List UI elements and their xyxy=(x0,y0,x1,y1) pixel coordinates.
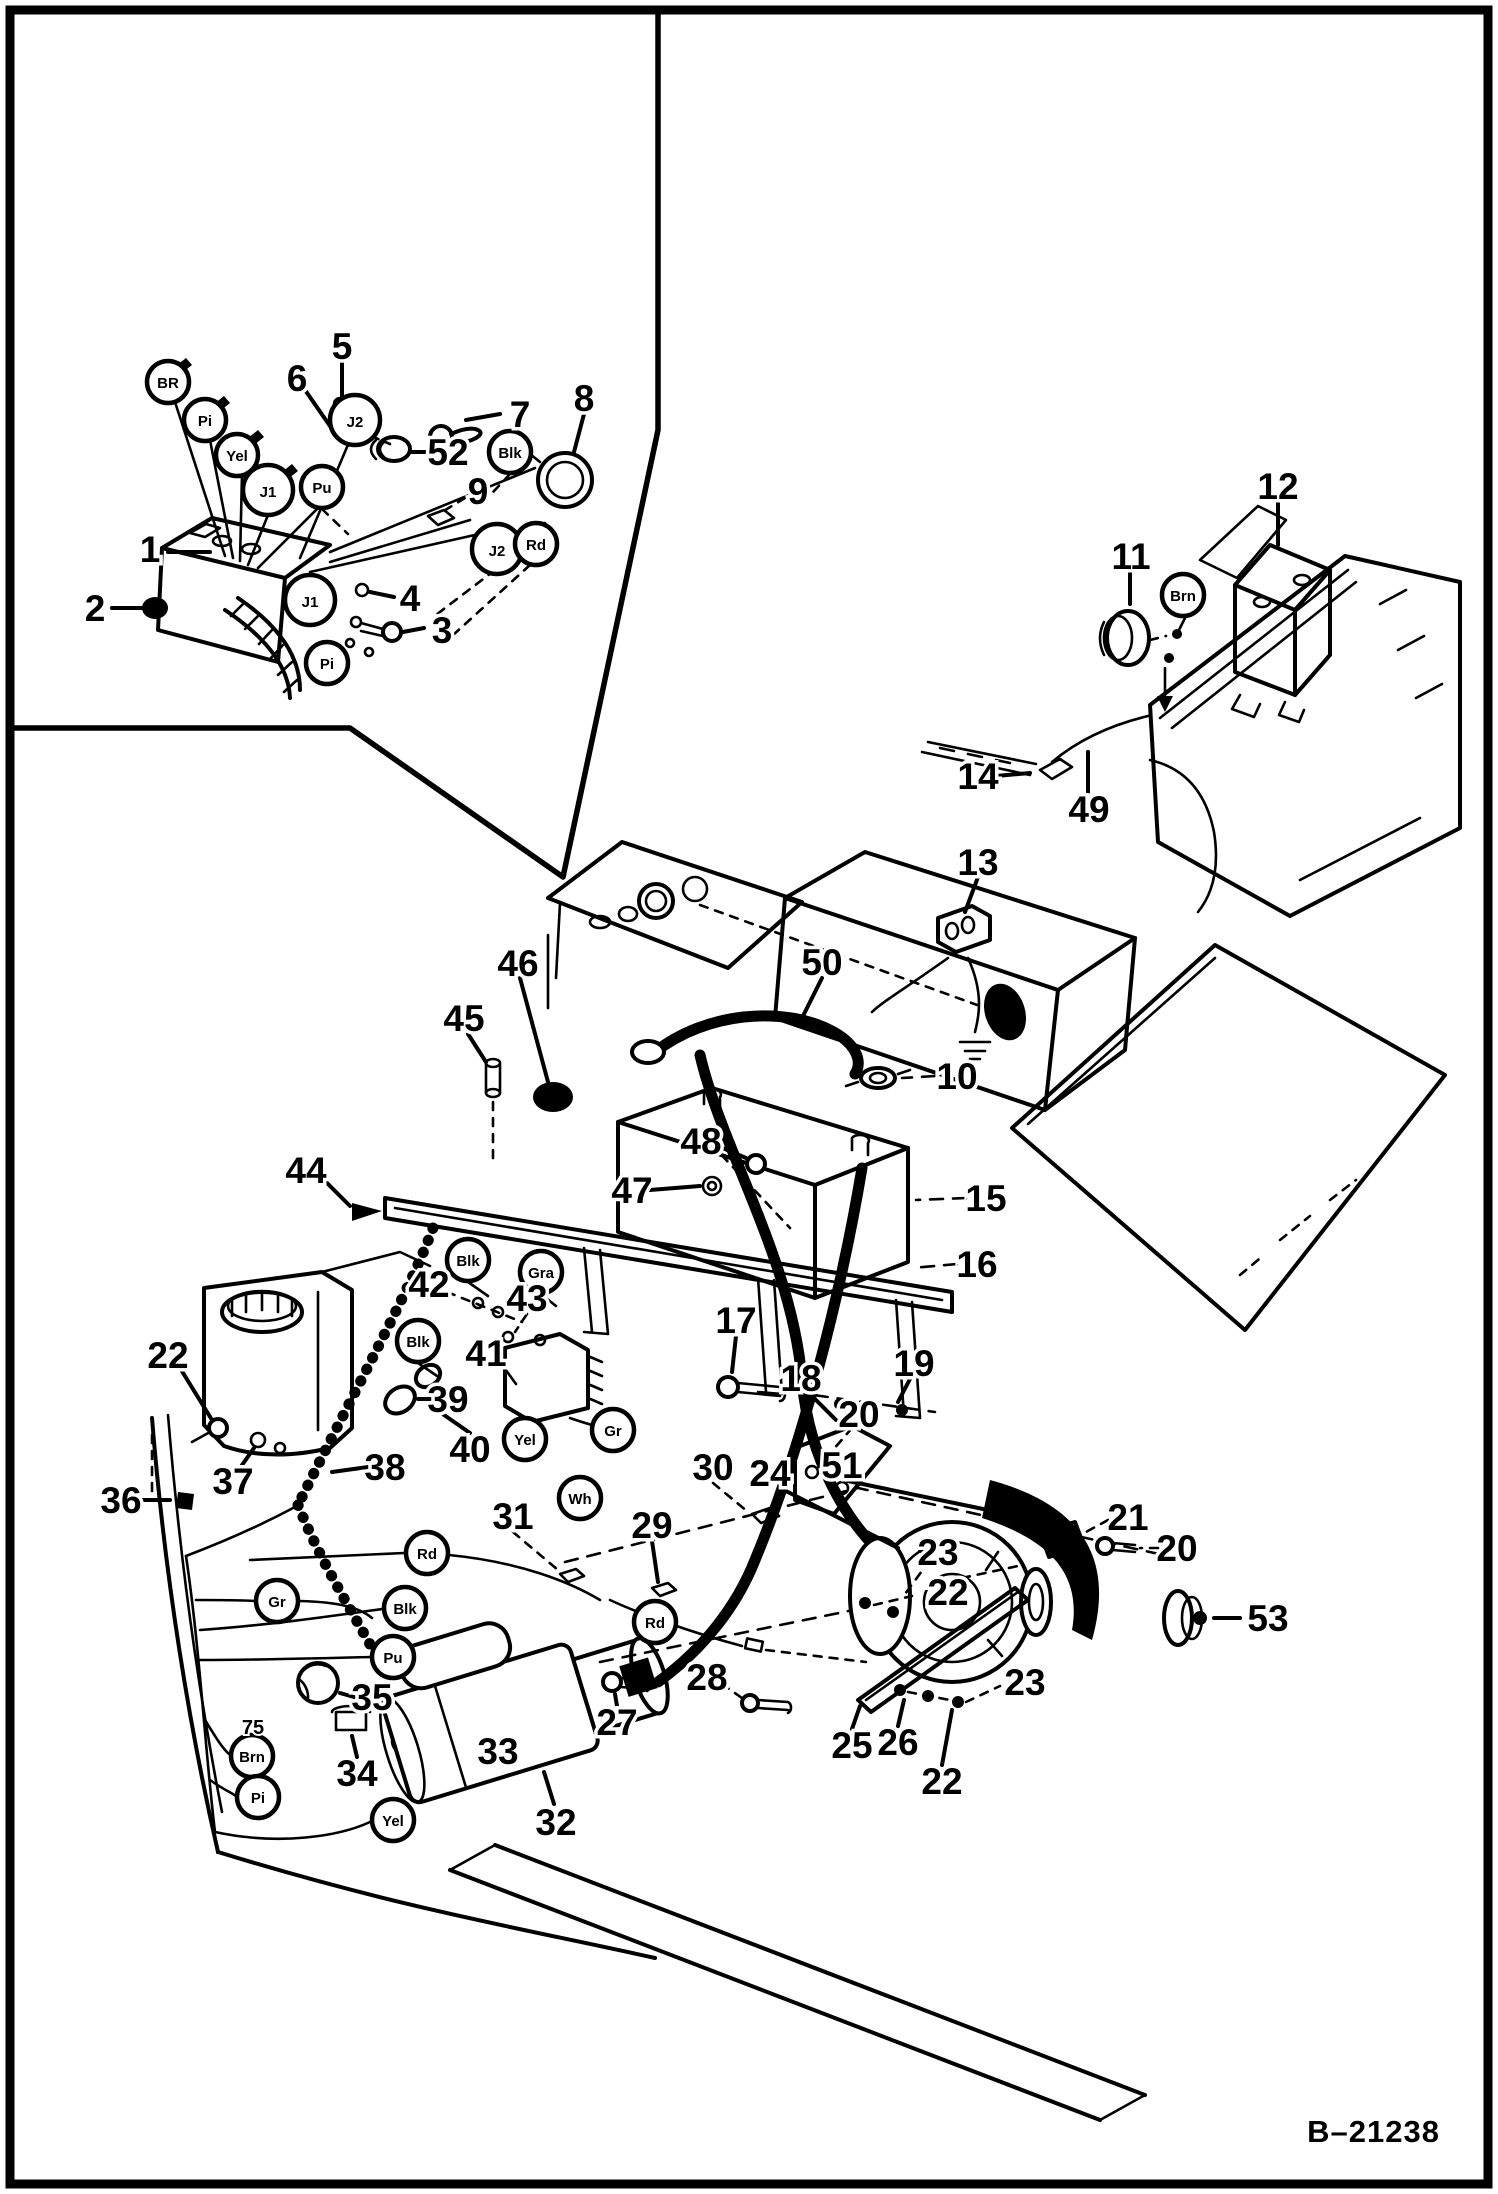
part-label-2-1: 2 xyxy=(84,588,106,629)
wire-label-pu-22 xyxy=(372,1636,414,1678)
svg-text:Wh: Wh xyxy=(568,1491,592,1508)
part-label-14-12: 14 xyxy=(957,756,999,797)
part-label-31-41: 31 xyxy=(492,1496,534,1537)
part-label-41-34: 41 xyxy=(465,1333,507,1374)
wire-label-brn-23 xyxy=(231,1735,273,1777)
part-label-1-0: 1 xyxy=(139,529,161,570)
svg-text:Rd: Rd xyxy=(645,1615,665,1632)
wire-label-j2-4 xyxy=(330,395,380,445)
part-label-10-18: 10 xyxy=(936,1056,978,1097)
part-label-12-11: 12 xyxy=(1257,466,1299,507)
part-label-40-33: 40 xyxy=(449,1429,491,1470)
part-label-22-28: 22 xyxy=(147,1335,189,1376)
part-label-42-35: 42 xyxy=(408,1264,450,1305)
wire-label-j1-9 xyxy=(285,575,335,625)
svg-text:Brn: Brn xyxy=(1170,588,1196,605)
wire-label-gr-16 xyxy=(592,1409,634,1451)
part-label-18-25: 18 xyxy=(780,1358,822,1399)
part-label-22-45: 22 xyxy=(927,1572,969,1613)
svg-text:Gra: Gra xyxy=(528,1265,554,1282)
part-label-30-37: 30 xyxy=(692,1447,734,1488)
part-label-43-36: 43 xyxy=(506,1278,548,1319)
wire-label-rd-18 xyxy=(634,1601,676,1643)
part-label-52-9: 52 xyxy=(427,432,469,473)
wire-label-yel-25 xyxy=(372,1799,414,1841)
part-label-26-49: 26 xyxy=(877,1722,919,1763)
svg-text:Pi: Pi xyxy=(319,656,335,673)
part-label-20-44: 20 xyxy=(1156,1528,1198,1569)
part-label-8-7: 8 xyxy=(573,378,595,419)
wire-label-br-0 xyxy=(147,361,189,403)
part-label-13-14: 13 xyxy=(957,842,999,883)
svg-text:Blk: Blk xyxy=(498,445,522,462)
part-label-33-56: 33 xyxy=(477,1731,519,1772)
wire-label-pi-24 xyxy=(237,1776,279,1818)
part-label-22-50: 22 xyxy=(921,1761,963,1802)
part-label-9-8: 9 xyxy=(467,471,489,512)
wire-label-rd-19 xyxy=(406,1532,448,1574)
extra-label-75-0: 75 xyxy=(241,1717,265,1739)
svg-text:J2: J2 xyxy=(488,543,506,560)
part-label-11-10: 11 xyxy=(1111,536,1151,577)
part-label-3-2: 3 xyxy=(431,610,453,651)
wire-label-blk-12 xyxy=(447,1239,489,1281)
part-label-29-40: 29 xyxy=(631,1505,673,1546)
wire-label-wh-17 xyxy=(559,1477,601,1519)
svg-text:Blk: Blk xyxy=(406,1334,430,1351)
part-label-15-20: 15 xyxy=(965,1178,1007,1219)
part-label-50-15: 50 xyxy=(801,942,843,983)
part-label-35-54: 35 xyxy=(351,1677,393,1718)
wire-label-pi-10 xyxy=(306,642,348,684)
part-label-5-4: 5 xyxy=(331,326,353,367)
svg-text:Blk: Blk xyxy=(456,1253,480,1270)
part-label-25-48: 25 xyxy=(831,1725,873,1766)
svg-text:Blk: Blk xyxy=(393,1601,417,1618)
svg-text:J2: J2 xyxy=(346,414,364,431)
drawing-number: B–21238 xyxy=(1307,2114,1440,2149)
part-label-21-43: 21 xyxy=(1107,1497,1149,1538)
part-label-24-38: 24 xyxy=(749,1453,791,1494)
wire-label-yel-15 xyxy=(504,1418,546,1460)
part-label-36-29: 36 xyxy=(100,1480,142,1521)
svg-text:Gr: Gr xyxy=(604,1423,622,1440)
part-label-44-19: 44 xyxy=(285,1150,327,1191)
svg-text:Gr: Gr xyxy=(268,1594,286,1611)
svg-text:Yel: Yel xyxy=(514,1432,536,1449)
wire-label-blk-14 xyxy=(397,1320,439,1362)
wire-label-blk-6 xyxy=(489,431,531,473)
wire-label-pi-1 xyxy=(184,399,226,441)
wire-label-gr-20 xyxy=(256,1580,298,1622)
wire-label-j1-3 xyxy=(243,465,293,515)
svg-text:Brn: Brn xyxy=(239,1749,265,1766)
part-label-47-23: 47 xyxy=(611,1170,653,1211)
part-label-32-53: 32 xyxy=(535,1802,577,1843)
svg-text:BR: BR xyxy=(157,375,179,392)
svg-text:Pi: Pi xyxy=(197,413,213,430)
part-label-34-55: 34 xyxy=(336,1753,378,1794)
part-label-53-46: 53 xyxy=(1247,1598,1289,1639)
part-label-49-13: 49 xyxy=(1068,789,1110,830)
svg-text:Pi: Pi xyxy=(250,1790,266,1807)
wire-label-blk-21 xyxy=(384,1587,426,1629)
part-label-6-5: 6 xyxy=(286,358,308,399)
wire-label-rd-8 xyxy=(515,523,557,565)
svg-text:Rd: Rd xyxy=(417,1546,437,1563)
part-label-27-51: 27 xyxy=(596,1702,638,1743)
fender-battery-box xyxy=(922,500,1460,916)
part-label-4-3: 4 xyxy=(399,578,421,619)
part-label-38-31: 38 xyxy=(364,1447,406,1488)
part-label-37-30: 37 xyxy=(212,1461,254,1502)
part-label-48-22: 48 xyxy=(680,1121,722,1162)
part-label-20-27: 20 xyxy=(838,1394,880,1435)
extra-labels xyxy=(242,1717,264,1739)
part-label-51-39: 51 xyxy=(821,1445,863,1486)
part-label-23-42: 23 xyxy=(917,1532,959,1573)
part-label-7-6: 7 xyxy=(509,394,531,435)
wire-label-brn-11 xyxy=(1162,574,1204,616)
svg-text:Rd: Rd xyxy=(526,537,546,554)
svg-text:J1: J1 xyxy=(259,484,277,501)
part-label-39-32: 39 xyxy=(427,1379,469,1420)
wire-label-pu-5 xyxy=(301,466,343,508)
part-label-45-17: 45 xyxy=(443,998,485,1039)
part-label-17-24: 17 xyxy=(715,1300,757,1341)
svg-text:Pu: Pu xyxy=(312,480,332,497)
alternator-assembly xyxy=(450,1055,1240,2120)
part-label-28-52: 28 xyxy=(686,1657,728,1698)
inset-callout-frame xyxy=(14,14,658,877)
svg-text:Yel: Yel xyxy=(382,1813,404,1830)
part-label-23-47: 23 xyxy=(1004,1662,1046,1703)
part-label-46-16: 46 xyxy=(497,943,539,984)
svg-text:J1: J1 xyxy=(301,594,319,611)
part-label-16-21: 16 xyxy=(956,1244,998,1285)
part-label-19-26: 19 xyxy=(893,1343,935,1384)
svg-text:Yel: Yel xyxy=(226,448,248,465)
svg-text:Pu: Pu xyxy=(383,1650,403,1667)
